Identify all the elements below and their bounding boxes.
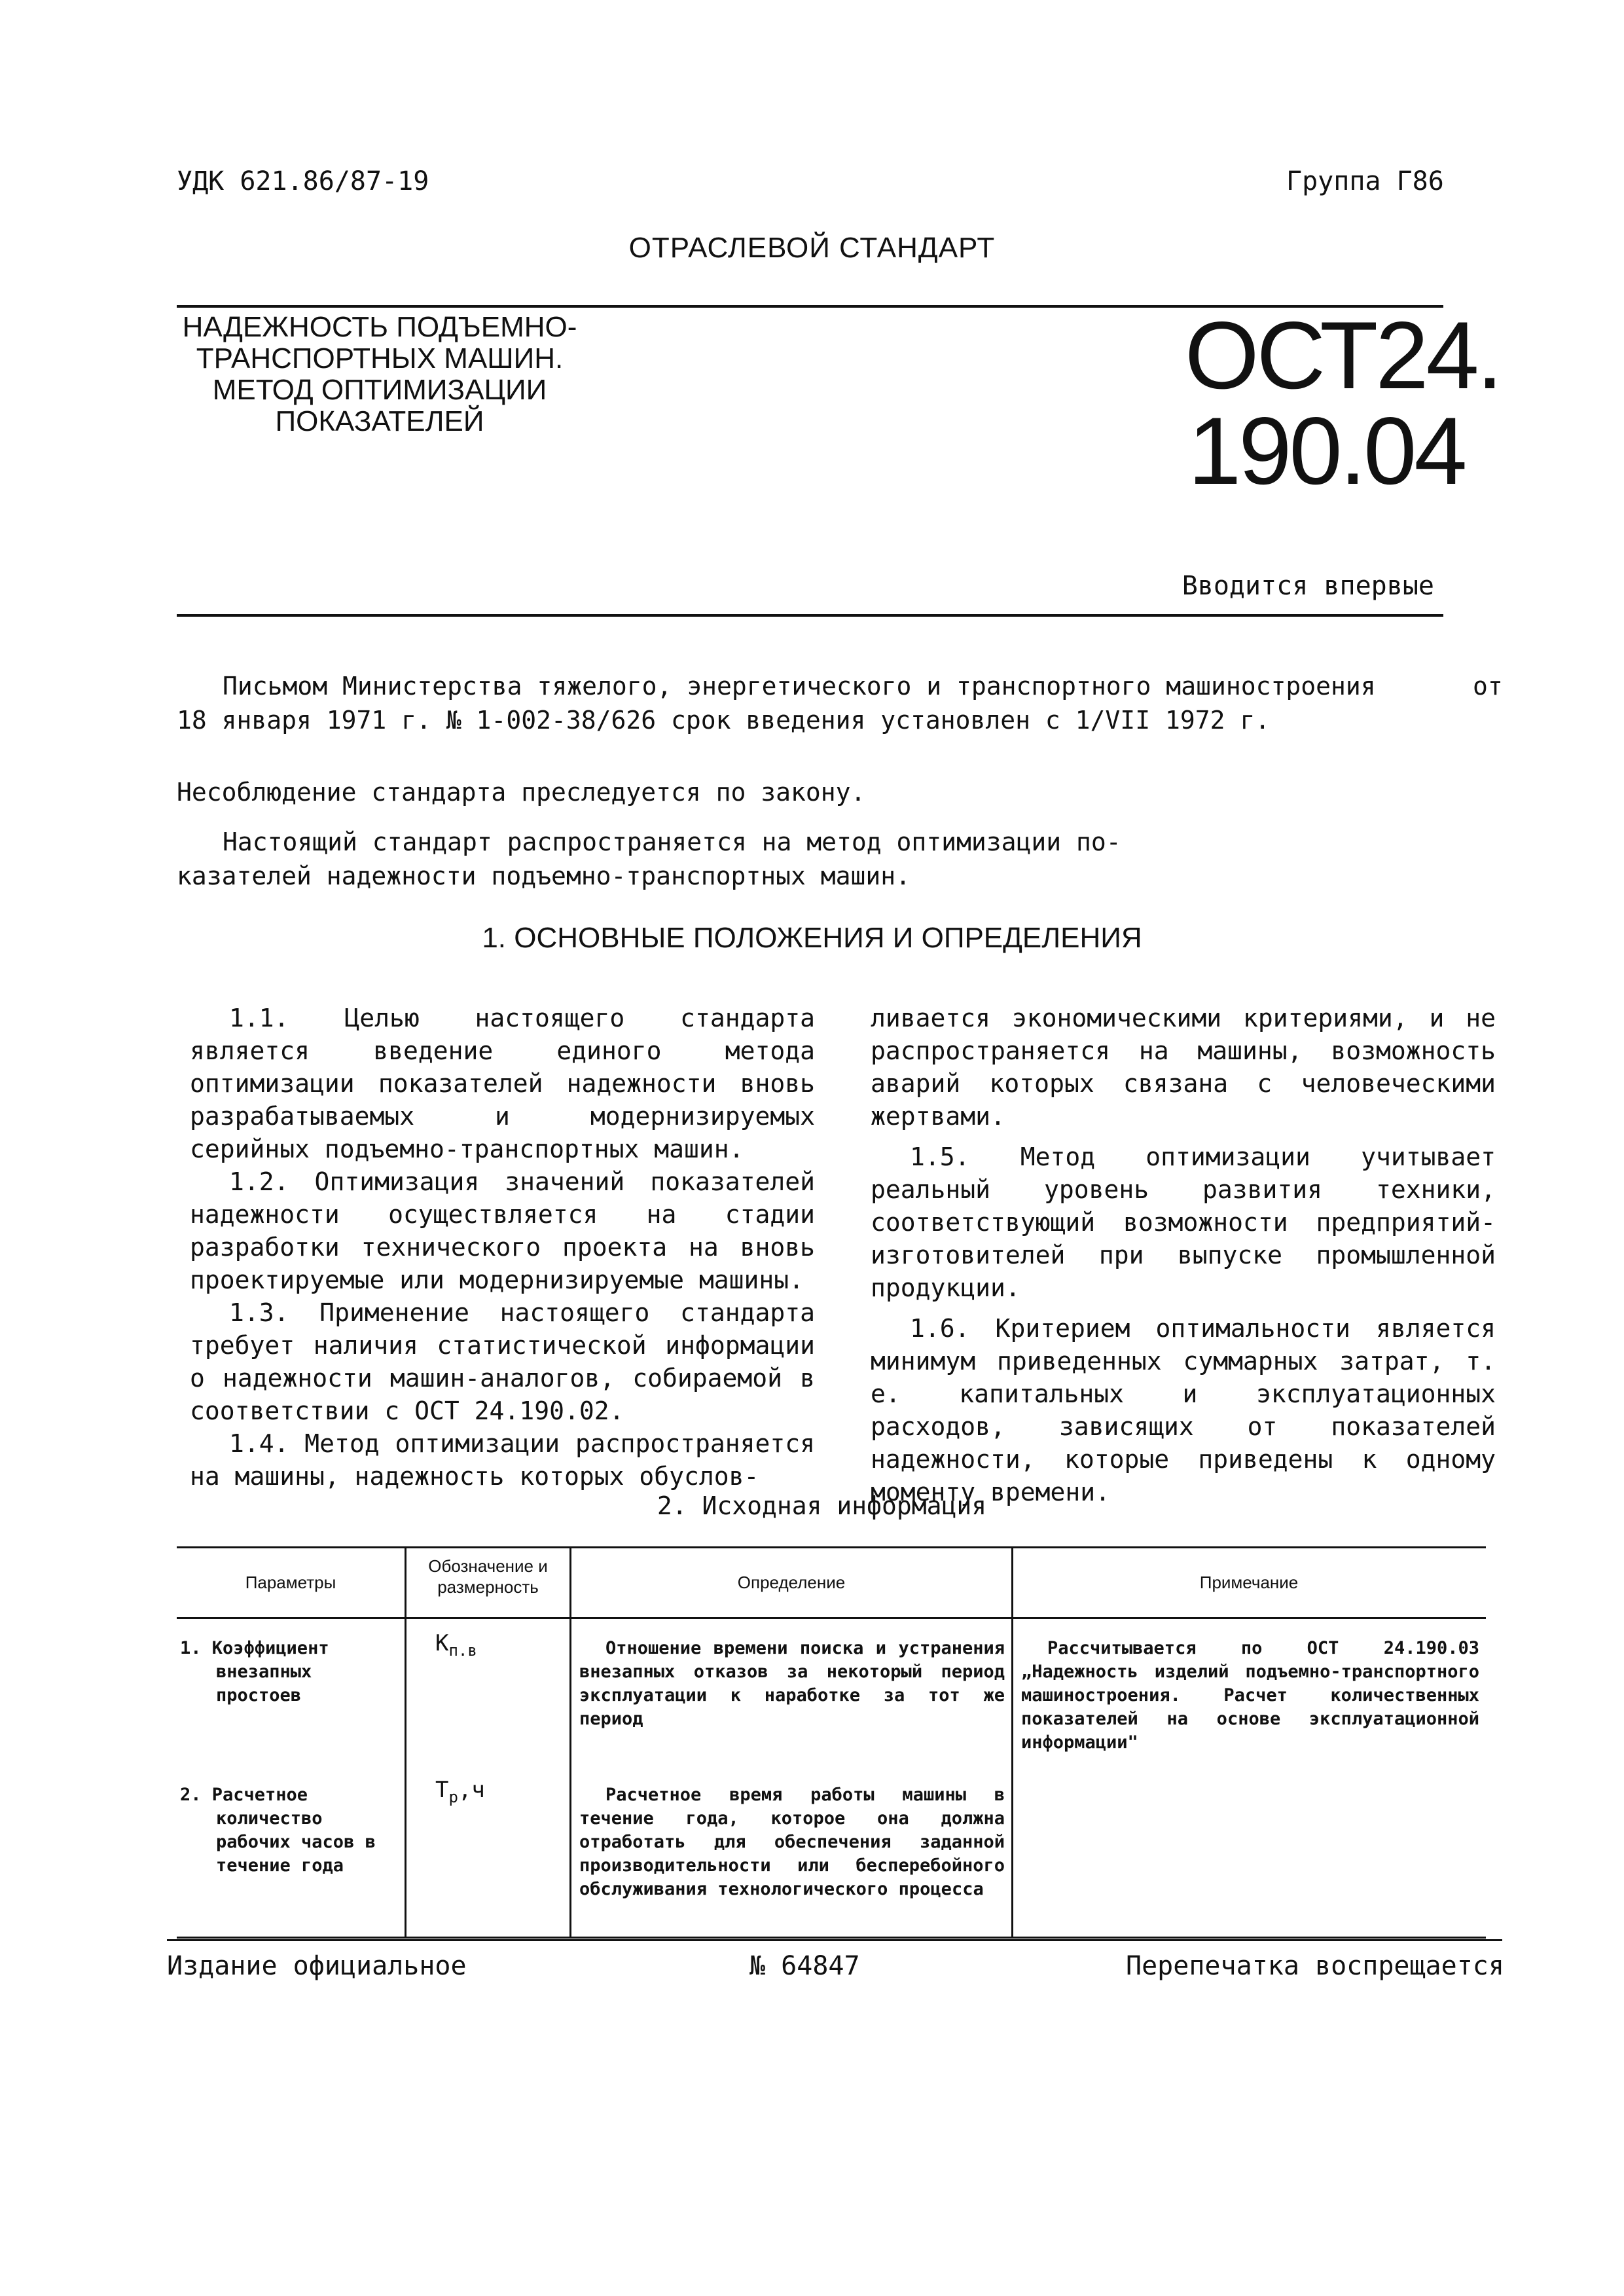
- clause-1-4-continued: ливается экономическими критериями, и не распространяется на машины, возможность аварий которых связана с человеческими жертвами.: [871, 1004, 1496, 1131]
- standard-code-line2: 190.04: [1188, 397, 1465, 504]
- section-1-left-column: [190, 1002, 815, 1493]
- header-note: Примечание: [1199, 1573, 1299, 1592]
- param-line: 1. Коэффициент: [180, 1638, 329, 1658]
- letter-line-2: 18 января 1971 г. № 1-002-38/626 срок введения установлен с 1/VII 1972 г.: [177, 706, 1271, 735]
- clause-1-1: 1.1. Целью настоящего стандарта является введение единого метода оптимизации показателей надежности вновь разрабатываемых и модернизируемых серийных подъемно-транспортных машин.: [190, 1004, 815, 1163]
- section-1-heading: 1. ОСНОВНЫЕ ПОЛОЖЕНИЯ И ОПРЕДЕЛЕНИЯ: [482, 922, 1142, 954]
- header-params: Параметры: [245, 1573, 336, 1592]
- clause-1-6: 1.6. Критерием оптимальности является минимум приведенных суммарных затрат, т. е. капитальных и эксплуатационных расходов, зависящих от показателей надежности, которые приведены к одному моменту времени.: [871, 1314, 1496, 1506]
- param-line: течение года: [216, 1855, 344, 1876]
- letter-from: от: [1473, 672, 1503, 701]
- penalty-note: Несоблюдение стандарта преследуется по закону.: [177, 778, 866, 807]
- introduced-note: Вводится впервые: [1182, 571, 1434, 601]
- title-line: МЕТОД ОПТИМИЗАЦИИ: [212, 374, 547, 406]
- table-row-1-param: [180, 1637, 403, 1707]
- clause-1-2: 1.2. Оптимизация значений показателей надежности осуществляется на стадии разработки технического проекта на вновь проектируемые или модернизируемые машины.: [190, 1167, 815, 1294]
- table-col-divider: [1011, 1546, 1013, 1937]
- header-notation-line2: размерность: [437, 1577, 539, 1597]
- clause-1-4: 1.4. Метод оптимизации распространяется на машины, надежность которых обуслов-: [190, 1429, 815, 1491]
- table-row-2-notation: [435, 1778, 485, 1809]
- definition-text: Расчетное время работы машины в течение года, которое она должна отработать для обеспечения заданной производительности или бесперебойного обслуживания технологического процесса: [579, 1785, 1005, 1899]
- table-row-2-definition: [579, 1783, 1005, 1901]
- table-bottom-rule: [177, 1937, 1486, 1939]
- title-line: ТРАНСПОРТНЫХ МАШИН.: [196, 342, 564, 374]
- footer-number: № 64847: [749, 1951, 860, 1981]
- table-top-rule: [177, 1546, 1486, 1548]
- clause-1-3: 1.3. Применение настоящего стандарта требует наличия статистической информации о надежности машин-аналогов, собираемой в соответствии с ОСТ 24.190.02.: [190, 1298, 815, 1425]
- header-bottom-rule: [177, 614, 1443, 617]
- notation-subscript: р: [448, 1787, 458, 1806]
- param-line: простоев: [216, 1685, 302, 1705]
- param-line: количество: [216, 1808, 323, 1829]
- header-notation: [406, 1556, 569, 1597]
- group-code: Группа Г86: [1286, 166, 1444, 196]
- header-notation-line1: Обозначение и: [428, 1556, 548, 1576]
- document-title: [177, 312, 583, 437]
- section-2-heading: 2. Исходная информация: [657, 1491, 987, 1520]
- table-row-1-notation: [435, 1631, 477, 1662]
- standard-type: ОТРАСЛЕВОЙ СТАНДАРТ: [628, 232, 996, 264]
- param-line: рабочих часов в: [216, 1832, 376, 1852]
- table-header-rule: [177, 1617, 1486, 1619]
- letter-line-1: Письмом Министерства тяжелого, энергетического и транспортного машиностроения: [223, 672, 1376, 701]
- note-text: Рассчитывается по ОСТ 24.190.03 „Надежность изделий подъемно-транспортного машиностроения. Расчет количественных показателей на основе эксплуатационной информации": [1021, 1638, 1479, 1753]
- table-row-1-note: [1021, 1637, 1479, 1755]
- table-col-divider: [405, 1546, 406, 1937]
- table-row-1-definition: [579, 1637, 1005, 1731]
- section-1-right-column: [871, 1002, 1496, 1508]
- title-line: НАДЕЖНОСТЬ ПОДЪЕМНО-: [182, 311, 577, 343]
- footer-reprint-notice: Перепечатка воспрещается: [1126, 1951, 1504, 1981]
- footer-official-edition: Издание официальное: [167, 1951, 467, 1981]
- notation-symbol: К: [435, 1630, 449, 1656]
- definition-text: Отношение времени поиска и устранения внезапных отказов за некоторый период эксплуатации к наработке за тот же период: [579, 1638, 1005, 1729]
- table-row-2-param: [180, 1783, 403, 1878]
- footer-rule: [167, 1939, 1502, 1941]
- header-definition: Определение: [737, 1573, 846, 1592]
- scope-line-2: казателей надежности подъемно-транспортных машин.: [177, 862, 911, 890]
- table-col-divider: [569, 1546, 571, 1937]
- notation-symbol: Т: [435, 1777, 449, 1803]
- udk-code: УДК 621.86/87-19: [177, 166, 429, 196]
- scope-line-1: Настоящий стандарт распространяется на метод оптимизации по-: [223, 828, 1121, 856]
- title-line: ПОКАЗАТЕЛЕЙ: [275, 405, 484, 437]
- clause-1-5: 1.5. Метод оптимизации учитывает реальный уровень развития техники, соответствующий возможности предприятий-изготовителей при выпуске промышленной продукции.: [871, 1142, 1496, 1302]
- param-line: внезапных: [216, 1662, 312, 1682]
- notation-subscript: п.в: [448, 1641, 477, 1660]
- standard-code-line1: ОСТ24.: [1185, 302, 1501, 409]
- notation-unit: ,ч: [458, 1777, 485, 1803]
- param-line: 2. Расчетное: [180, 1785, 308, 1805]
